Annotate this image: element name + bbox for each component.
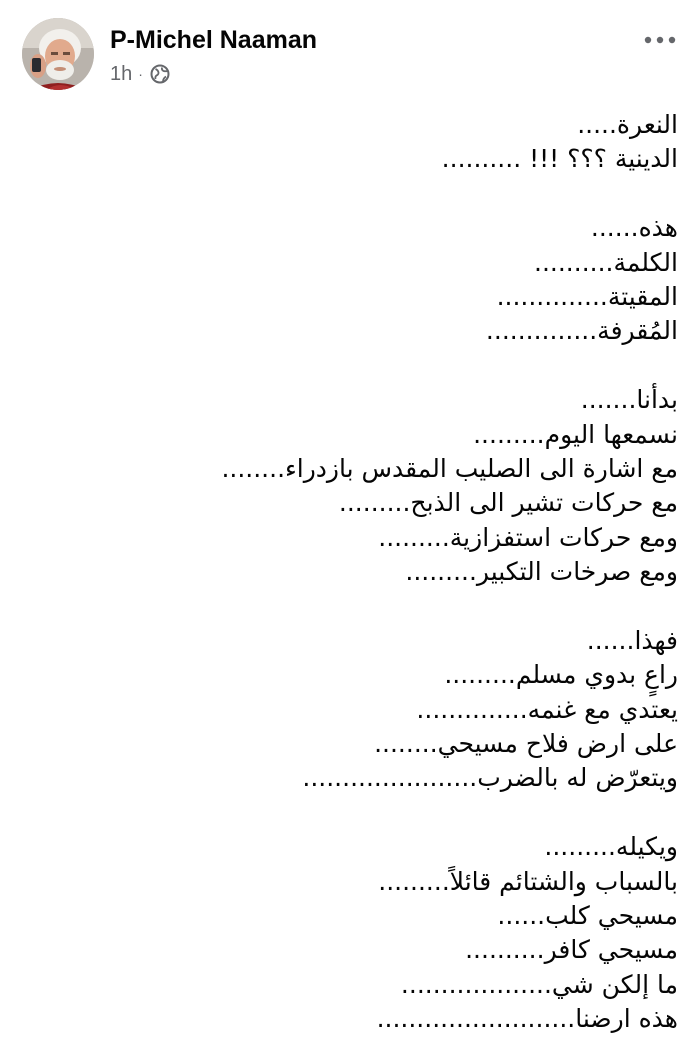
text-line: بالسباب والشتائم قائلاً......... (378, 866, 678, 896)
stanza-gap (38, 349, 678, 383)
text-line: راعٍ بدوي مسلم......... (444, 660, 678, 690)
text-line: فهذا...... (586, 625, 678, 655)
text-line: مسيحي كلب...... (497, 900, 678, 930)
post-text (38, 108, 678, 1037)
meta-separator: · (138, 66, 143, 82)
more-options-icon[interactable] (636, 22, 684, 58)
avatar-image (22, 18, 94, 90)
author-name[interactable]: P-Michel Naaman (110, 26, 318, 54)
text-line: الدينية ؟؟؟ !!! .......... (441, 144, 678, 174)
post-time[interactable]: 1h (110, 62, 133, 85)
text-line: يعتدي مع غنمه.............. (416, 694, 678, 724)
globe-icon[interactable] (150, 64, 170, 84)
text-line: ومع صرخات التكبير......... (405, 557, 678, 587)
post-meta (110, 62, 170, 86)
text-line: ومع حركات استفزازية......... (378, 522, 678, 552)
text-line: المُقرفة.............. (485, 316, 678, 346)
stanza-2 (38, 211, 678, 349)
text-line: ويكيله......... (544, 832, 678, 862)
text-line: المقيتة.............. (496, 281, 678, 311)
post-header (0, 0, 700, 100)
stanza-4 (38, 624, 678, 796)
text-line: ما إلكن شي................... (400, 969, 678, 999)
text-line: على ارض فلاح مسيحي........ (374, 729, 678, 759)
text-line: هذه...... (590, 213, 678, 243)
stanza-gap (38, 177, 678, 211)
text-line: النعرة..... (577, 110, 678, 139)
author-avatar[interactable] (22, 18, 94, 90)
text-line: ويتعرّض له بالضرب...................... (302, 763, 678, 793)
stanza-5 (38, 830, 678, 1036)
text-line: مع حركات تشير الى الذبح......... (338, 488, 678, 518)
text-line: هذه ارضنا......................... (376, 1004, 678, 1034)
text-line: الكلمة.......... (534, 247, 678, 277)
text-line: مسيحي كافر.......... (465, 935, 678, 965)
stanza-gap (38, 589, 678, 623)
stanza-3 (38, 383, 678, 589)
text-line: مع اشارة الى الصليب المقدس بازدراء........ (221, 453, 678, 483)
text-line: بدأنا....... (580, 385, 678, 415)
stanza-gap (38, 796, 678, 830)
stanza-1 (38, 108, 678, 177)
text-line: نسمعها اليوم......... (473, 419, 678, 449)
